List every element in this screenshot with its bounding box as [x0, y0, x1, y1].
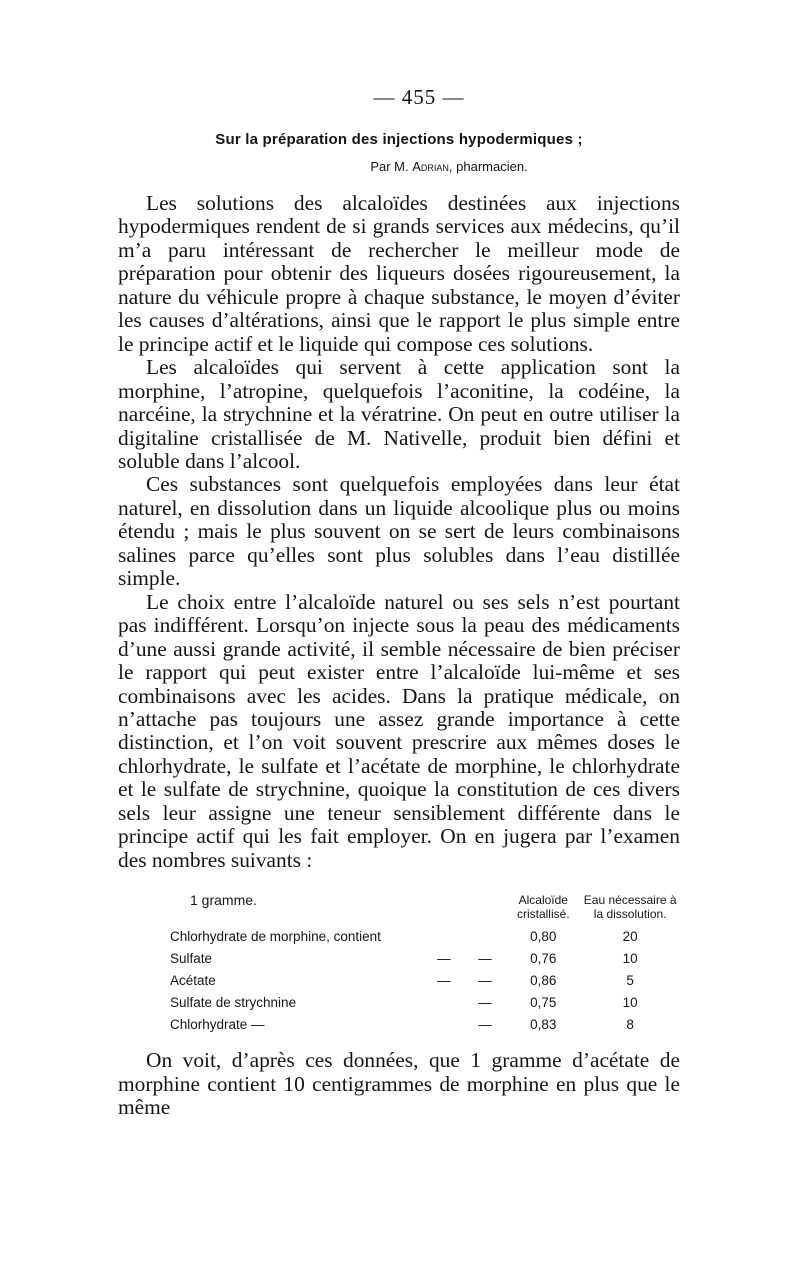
row-alcaloide: 0,75: [530, 995, 557, 1011]
row-label: Sulfate: [170, 951, 213, 967]
table-row: [118, 992, 680, 1014]
header-gram: 1 gramme.: [190, 892, 257, 909]
paragraph: On voit, d’après ces données, que 1 gramme d’acétate de morphine contient 10 centigrammes de morphine en plus que le même: [118, 1048, 680, 1120]
closing-text: [118, 1049, 680, 1119]
row-label: Acétate: [170, 973, 216, 989]
row-alcaloide: 0,76: [530, 951, 557, 967]
article-body: [118, 192, 680, 872]
row-label: Sulfate de strychnine: [170, 995, 297, 1011]
page-number: — 455 —: [373, 85, 465, 109]
row-dash: —: [478, 1017, 492, 1033]
row-label: Chlorhydrate de morphine, contient: [170, 929, 381, 945]
row-dash: [424, 992, 464, 1014]
row-dash: [424, 926, 464, 948]
author-name: Adrian: [412, 159, 449, 174]
table-row: [118, 926, 680, 948]
paragraph: Les alcaloïdes qui servent à cette application sont la morphine, l’atropine, quelquefois l’aconitine, la codéine, la narcéine, la strychnine et la vératrine. On peut en outre utiliser la digitaline cristallisée de M. Nativelle, produit bien défini et soluble dans l’alcool.: [118, 355, 680, 473]
row-alcaloide: 0,80: [530, 929, 557, 945]
row-dash: [424, 1014, 464, 1036]
row-alcaloide: 0,83: [530, 1017, 557, 1033]
table-row: [118, 1014, 680, 1036]
row-dash: [464, 926, 507, 948]
row-dash: —: [478, 973, 492, 989]
row-dash: —: [478, 995, 492, 1011]
article-author: [218, 158, 680, 176]
row-eau: 5: [626, 973, 634, 989]
paragraph: Les solutions des alcaloïdes destinées aux injections hypodermiques rendent de si grands services aux médecins, qu’il m’a paru intéressant de rechercher le meilleur mode de préparation pour obtenir des liqueurs dosées rigoureusement, la nature du véhicule propre à chaque substance, le moyen d’éviter les causes d’altérations, ainsi que le rapport le plus simple entre le principe actif et le liquide qui compose ces solutions.: [118, 191, 680, 356]
row-eau: 10: [622, 995, 638, 1011]
table-row: [118, 970, 680, 992]
book-page: [118, 84, 680, 1120]
row-label: Chlorhydrate —: [170, 1017, 265, 1033]
row-alcaloide: 0,86: [530, 973, 557, 989]
table-header-row: [118, 893, 680, 926]
header-alcaloide: Alcaloïde cristallisé.: [516, 893, 570, 922]
alkaloid-table: [118, 893, 680, 1036]
row-dash: —: [478, 951, 492, 967]
row-eau: 10: [622, 951, 638, 967]
row-eau: 8: [626, 1017, 634, 1033]
row-dash: —: [437, 973, 451, 989]
paragraph: Ces substances sont quelquefois employées dans leur état naturel, en dissolution dans un liquide alcoolique plus ou moins étendu ; mais le plus souvent on se sert de leurs combinaisons salines parce qu’elles sont plus solubles dans l’eau distillée simple.: [118, 472, 680, 591]
author-prefix: Par M.: [370, 159, 409, 174]
header-eau: Eau nécessaire à la dissolution.: [583, 893, 677, 922]
row-eau: 20: [622, 929, 638, 945]
author-suffix: , pharmacien.: [448, 159, 528, 174]
row-dash: —: [437, 951, 451, 967]
paragraph: Le choix entre l’alcaloïde naturel ou ses sels n’est pourtant pas indifférent. Lorsqu’on injecte sous la peau des médicaments d’une aussi grande activité, il semble nécessaire de bien préciser le rapport qui peut exister entre l’alcaloïde lui-même et ses combinaisons avec les acides. Dans la pratique médicale, on n’attache pas toujours une assez grande importance à cette distinction, et l’on voit souvent prescrire aux mêmes doses le chlorhydrate, le sulfate et l’acétate de morphine, le chlorhydrate et le sulfate de strychnine, quoique la constitution de ces divers sels leur assigne une teneur sensiblement différente dans le principe actif qui les fait employer. On en jugera par l’examen des nombres suivants :: [118, 589, 680, 872]
table-row: [118, 948, 680, 970]
article-title: Sur la préparation des injections hypodermiques ;: [215, 131, 583, 148]
